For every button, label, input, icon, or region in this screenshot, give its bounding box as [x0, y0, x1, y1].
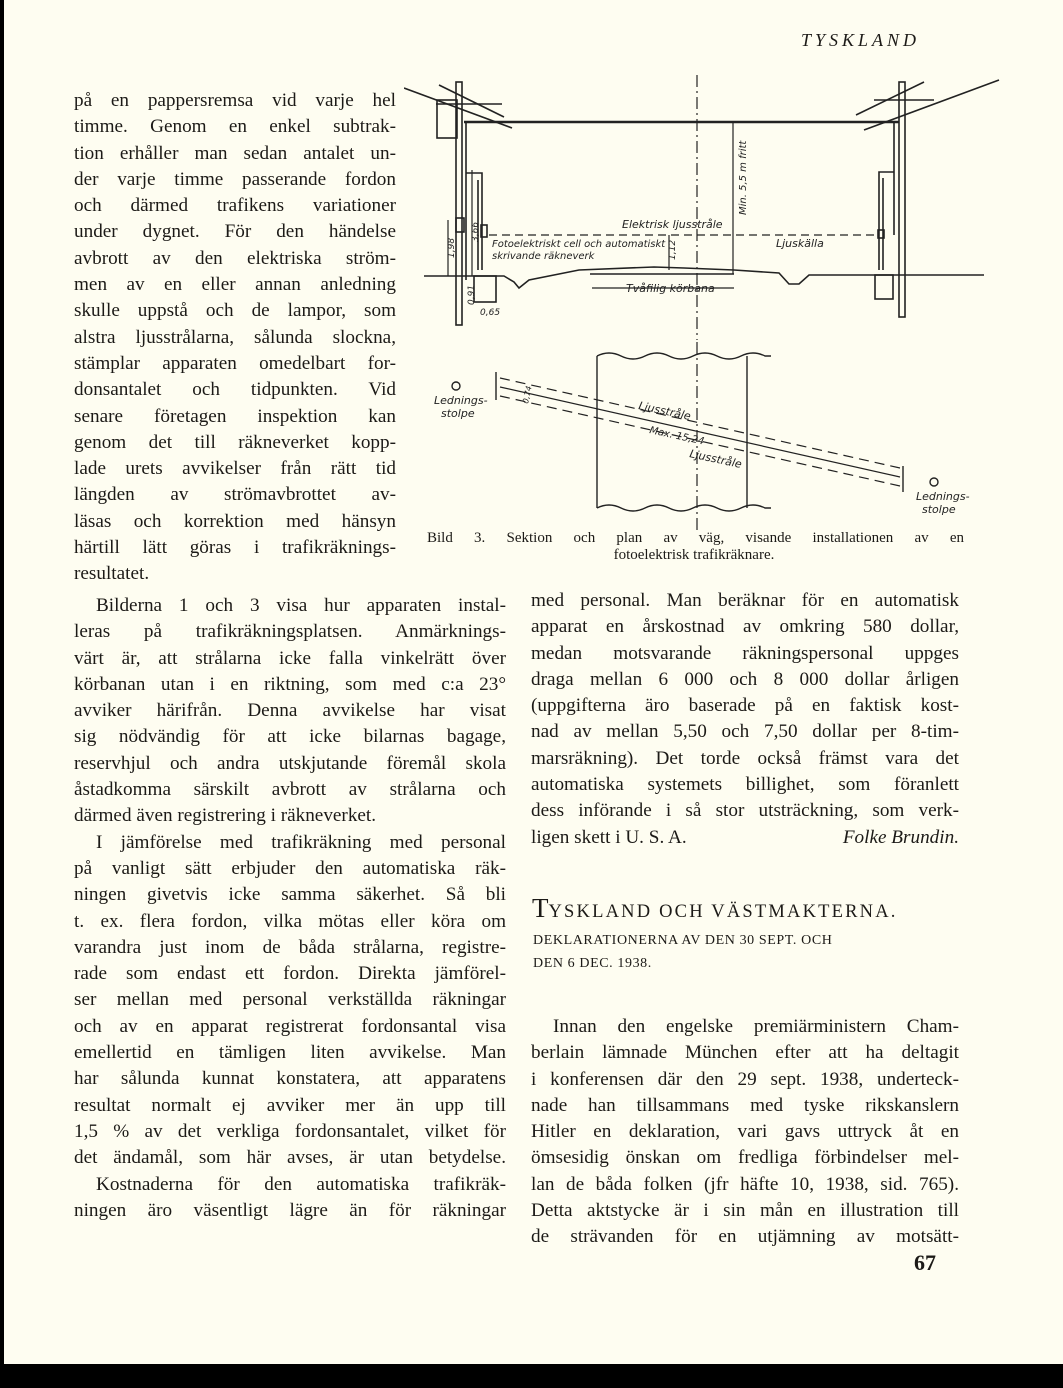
signature-line [531, 825, 959, 851]
text-line: lan de båda folken (jfr häfte 10, 1938, sid. 765). [531, 1173, 959, 1195]
text-line: lade urets avvikelser från rätt tid [74, 458, 396, 480]
text-line: (uppgifterna äro baserade på en faktisk kost- [531, 695, 959, 717]
text-line: på vanligt sätt erbjuder den automatiska räk- [74, 857, 506, 879]
text-column-right [531, 588, 959, 851]
text-line: alstra ljusstrålarna, sålunda slockna, [74, 326, 396, 348]
text-line: rade som endast ett fordon. Direkta jämförel- [74, 963, 506, 985]
label-pole-right-1: Lednings- [916, 490, 970, 503]
text-line: resultatet. [74, 563, 150, 585]
road-plan-drawing [452, 353, 938, 511]
text-line: dess införande i så stor utsträckning, som verk- [531, 800, 959, 822]
document-page [4, 0, 1063, 1364]
text-line: har sålunda kunnat konstatera, att apparatens [74, 1068, 506, 1090]
text-line: stämplar apparaten omedelbart for- [74, 352, 396, 374]
label-pole-left-2: stolpe [441, 407, 475, 420]
label-clearance: Min. 5,5 m fritt [738, 140, 749, 215]
text-line: sig nödvändig för att icke bilarnas bagage, [74, 726, 506, 748]
caption-line-2: fotoelektrisk trafikräknare. [613, 547, 775, 563]
caption-line-1: Bild 3. Sektion och plan av väg, visande installationen av en [427, 530, 964, 546]
label-gap: 0,74 [521, 385, 534, 405]
label-dim-091: 0,91 [467, 284, 477, 305]
text-line: på en pappersremsa vid varje hel [74, 90, 396, 111]
article-body [531, 1014, 959, 1251]
label-beam: Elektrisk ljusstråle [622, 218, 723, 231]
text-line: Detta aktstycke är i sin mån en illustration till [531, 1200, 959, 1222]
text-line: längden av strömavbrottet av- [74, 484, 396, 506]
text-line: värt är, att strålarna icke falla vinkelrätt över [74, 647, 506, 669]
text-line: med personal. Man beräknar för en automatisk [531, 590, 959, 611]
text-line: reservhjul och andra utskjutande föremål skola [74, 752, 506, 774]
text-line: marsräkning). Det torde också främst vara det [531, 747, 959, 769]
text-line: 1,5 % av det verkliga fordonsantalet, vilket för [74, 1120, 506, 1142]
text-line: men av en eller annan anledning [74, 274, 396, 296]
text-line: läsas och korrektion med hänsyn [74, 510, 396, 532]
text-line: därmed även registrering i räkneverket. [74, 805, 377, 827]
label-pole-left-1: Lednings- [434, 394, 488, 407]
label-dim-112: 1,12 [668, 239, 678, 260]
label-counter: skrivande räkneverk [492, 251, 595, 262]
text-line: Kostnaderna för den automatiska trafikräk- [96, 1173, 506, 1195]
text-line: leras på trafikräkningsplatsen. Anmärknings- [74, 621, 506, 643]
text-line: genom det till räkneverket kopp- [74, 431, 396, 453]
text-line: och av en apparat registrerat fordonsantal visa [74, 1015, 506, 1037]
text-line: och därmed trafikens variationer [74, 195, 396, 217]
text-line: ningen givetvis icke samma säkerhet. Så bli [74, 884, 506, 906]
running-head: TYSKLAND [801, 30, 921, 50]
text-column-top-left [74, 88, 396, 588]
text-line: de strävanden för en utjämning av motsätt- [531, 1226, 959, 1248]
text-line: medan motsvarande räkningspersonal uppges [531, 642, 959, 664]
label-cell: Fotoelektriskt cell och automatiskt [492, 239, 666, 250]
text-line: i konferensen där den 29 sept. 1938, underteck- [531, 1068, 959, 1090]
text-line: tion erhåller man sedan antalet un- [74, 142, 396, 164]
label-source: Ljuskälla [776, 237, 824, 250]
label-roadway: Tvåfilig körbana [626, 282, 715, 295]
text-line: ömsesidig önskan om fredliga förbindelser mel- [531, 1147, 959, 1169]
label-max: Max. 15,24 [648, 425, 706, 448]
text-line: senare företagen inspektion kan [74, 405, 396, 427]
text-column-left [74, 593, 506, 1224]
text-line: körbanan utan i en riktning, som med c:a 23° [74, 673, 506, 695]
text-line: under dygnet. För den händelse [74, 221, 396, 243]
text-line: I jämförelse med trafikräkning med personal [96, 831, 506, 853]
text-line: apparat en årskostnad av omkring 580 dollar, [531, 616, 959, 638]
text-line: t. ex. flera fordon, vilka mötas eller köra om [74, 910, 506, 932]
signature-line-text: ligen skett i U. S. A. [531, 826, 687, 848]
text-line: ser mellan med personal verkställda räkningar [74, 989, 506, 1011]
label-beam-bottom: Ljusstråle [688, 447, 743, 471]
text-line: härtill lätt göras i trafikräknings- [74, 537, 396, 559]
text-line: åstadkomma särskilt avbrott av strålarna och [74, 779, 506, 801]
text-line: donsantalet och tidpunkten. Vid [74, 379, 396, 401]
label-dim-198: 1,98 [447, 237, 457, 258]
text-line: automatiska systemets billighet, som föranlett [531, 774, 959, 796]
text-line: emellertid en tämligen liten avvikelse. Man [74, 1042, 506, 1064]
label-dim-065: 0,65 [480, 308, 501, 318]
text-line: det ändamål, som här avses, är utan betydelse. [74, 1147, 506, 1169]
figure-section-and-plan [404, 70, 1004, 530]
text-line: varandra just inom de båda strålarna, registre- [74, 936, 506, 958]
text-line: avbrott av den elektriska ström- [74, 247, 396, 269]
text-line: skulle uppstå och de lampor, som [74, 300, 396, 322]
figure-caption [424, 530, 964, 564]
label-dim-366: 3,66 [471, 221, 481, 242]
text-line: Bilderna 1 och 3 visa hur apparaten instal- [96, 595, 506, 616]
page-number: 67 [914, 1250, 936, 1275]
text-line: Innan den engelske premiärministern Cham- [553, 1016, 959, 1037]
text-line: der varje timme passerande fordon [74, 168, 396, 190]
text-line: berlain lämnade München efter att ha deltagit [531, 1042, 959, 1064]
text-line: resultat normalt ej avviker mer än upp till [74, 1094, 506, 1116]
author-signature: Folke Brundin. [842, 826, 959, 848]
text-line: ningen äro väsentligt lägre än för räkningar [74, 1199, 506, 1221]
text-line: draga mellan 6 000 och 8 000 dollar årligen [531, 668, 959, 690]
label-beam-top: Ljusstråle [637, 399, 692, 423]
article-subtitle: DEKLARATIONERNA AV DEN 30 SEPT. OCH DEN 6 DEC. 1938. [533, 933, 833, 971]
text-line: nad av mellan 5,50 och 7,50 dollar per 8-tim- [531, 721, 959, 743]
text-line: Hitler en deklaration, vari gavs uttryck åt en [531, 1121, 959, 1143]
text-line: nade han tillsammans med tyske rikskanslern [531, 1094, 959, 1116]
text-line: avviker härifrån. Denna avvikelse har visat [74, 700, 506, 722]
label-pole-right-2: stolpe [922, 503, 956, 516]
text-line: timme. Genom en enkel subtrak- [74, 116, 396, 138]
article-title: TYSKLAND OCH VÄSTMAKTERNA. [532, 893, 898, 923]
